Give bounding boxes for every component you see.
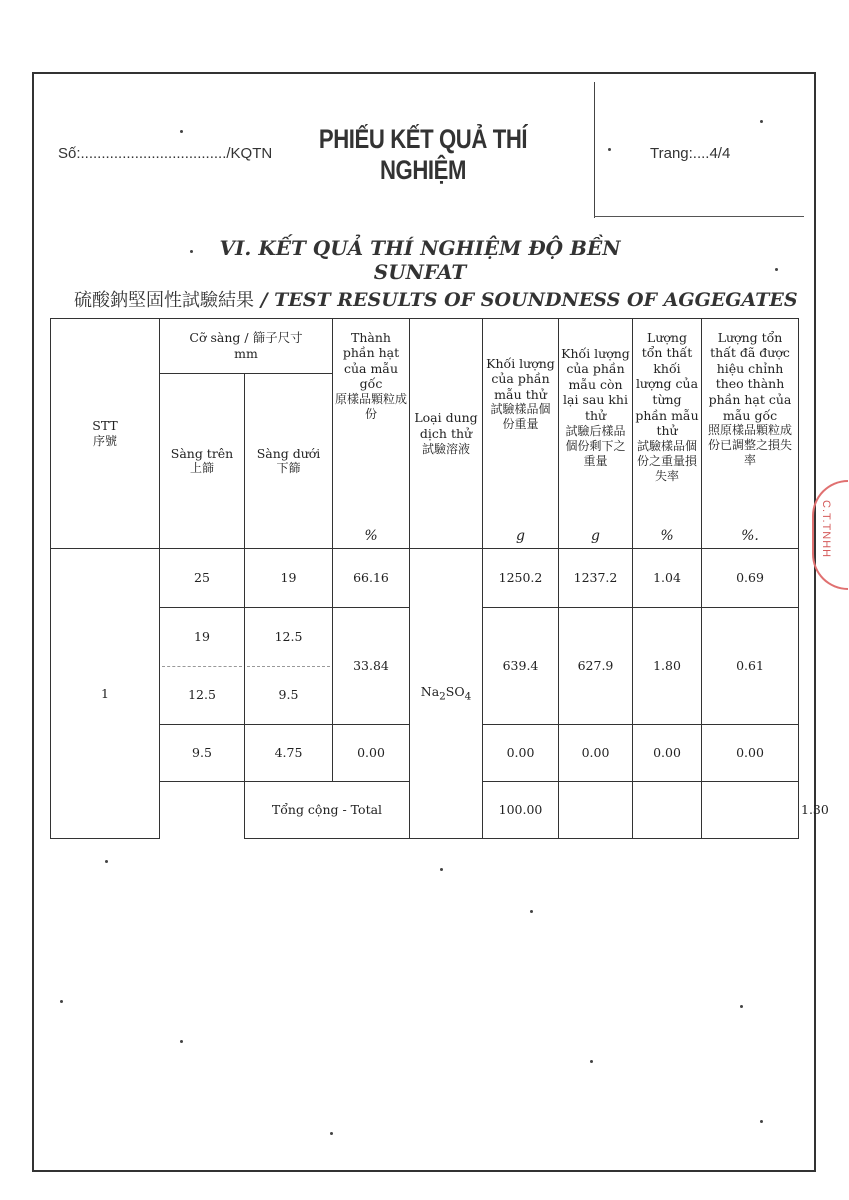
lower-cell: 19 (245, 549, 333, 608)
total-grading: 100.00 (483, 782, 559, 839)
lower-cell: 4.75 (245, 725, 333, 782)
mass-before-cell: 0.00 (483, 725, 559, 782)
mass-before-unit: g (516, 528, 525, 544)
mass-before-label: Khối lượng của phần mẫu thử (486, 355, 555, 402)
header-adjusted-loss (702, 319, 799, 549)
grading-cell: 66.16 (333, 549, 410, 608)
scan-speck (740, 1005, 743, 1008)
scan-speck (760, 1120, 763, 1123)
header-mass-after (559, 319, 633, 549)
lower-label-zh: 下篩 (276, 461, 301, 476)
document-title: PHIẾU KẾT QUẢ THÍ NGHIỆM (318, 124, 528, 185)
total-blank-mass-after (702, 782, 799, 839)
section-subtitle (74, 286, 798, 312)
total-blank-mass-before (633, 782, 702, 839)
total-label: Tổng cộng - Total (245, 782, 410, 839)
subtitle-en: / TEST RESULTS OF SOUNDNESS OF AGGEGATES (254, 289, 798, 311)
upper-label-zh: 上篩 (189, 461, 214, 476)
grading-unit: % (364, 528, 378, 544)
grading-cell: 33.84 (333, 608, 410, 725)
total-row: Tổng cộng - Total 100.00 1.30 (51, 782, 799, 839)
header-row (51, 319, 799, 374)
lower-label: Sàng dưới (256, 445, 321, 461)
document-number: Số:.................................../KQTN (58, 145, 273, 162)
scan-speck (530, 910, 533, 913)
mass-after-cell: 627.9 (559, 608, 633, 725)
page-number: Trang:....4/4 (650, 145, 731, 162)
header-stt (51, 319, 160, 549)
header-underline (594, 216, 804, 217)
scan-speck (608, 148, 611, 151)
adjusted-loss-unit: %. (741, 528, 759, 544)
loss-cell: 0.00 (633, 725, 702, 782)
upper-cell-split (160, 608, 245, 725)
lower-cell: 12.5 (274, 628, 303, 644)
scan-speck (760, 120, 763, 123)
adjusted-cell: 0.00 (702, 725, 799, 782)
grading-label: Thành phần hạt của mẫu gốc (342, 329, 400, 392)
header-grading (333, 319, 410, 549)
section-title: VI. KẾT QUẢ THÍ NGHIỆM ĐỘ BỀN SUNFAT (219, 236, 621, 284)
solution-cell: $Na_2SO_4$ (410, 549, 483, 839)
upper-cell: 25 (160, 549, 245, 608)
lower-cell-split (245, 608, 333, 725)
grading-cell: 0.00 (333, 725, 410, 782)
mass-before-cell: 1250.2 (483, 549, 559, 608)
grading-label-zh: 原樣品顆粒成份 (335, 392, 408, 421)
upper-cell: 12.5 (162, 666, 242, 725)
lower-cell: 9.5 (247, 666, 330, 725)
mass-after-unit: g (591, 528, 600, 544)
stt-label-zh: 序號 (92, 433, 117, 448)
sieve-label: Cỡ sàng / 篩子尺寸 (189, 330, 303, 346)
mass-after-cell: 0.00 (559, 725, 633, 782)
scan-speck (190, 250, 193, 253)
adjusted-cell: 0.61 (702, 608, 799, 725)
scan-speck (440, 868, 443, 871)
mass-after-cell: 1237.2 (559, 549, 633, 608)
stt-cell: 1 (51, 549, 160, 839)
scan-speck (180, 1040, 183, 1043)
loss-unit: % (660, 528, 674, 544)
header-solution (410, 319, 483, 549)
solution-label: Loại dung dịch thử (414, 410, 478, 441)
solution-label-zh: 試驗溶液 (421, 441, 470, 456)
adjusted-loss-label: Lượng tổn thất đã được hiệu chỉnh theo thành phần hạt của mẫu gốc (708, 329, 792, 423)
header-mass-before (483, 319, 559, 549)
total-blank-solution (559, 782, 633, 839)
table-row (51, 549, 799, 608)
stt-label: STT (92, 418, 118, 434)
loss-label: Lượng tổn thất khối lượng của từng phần mẫu thử (635, 329, 699, 439)
scan-speck (590, 1060, 593, 1063)
header-upper (160, 374, 245, 549)
subtitle-zh: 硫酸鈉堅固性試驗結果 (74, 290, 254, 311)
scan-speck (330, 1132, 333, 1135)
upper-label: Sàng trên (170, 445, 234, 461)
upper-cell: 9.5 (160, 725, 245, 782)
scan-speck (775, 268, 778, 271)
loss-cell: 1.04 (633, 549, 702, 608)
scan-speck (105, 860, 108, 863)
seal-text: C.T.TNHH (820, 500, 832, 559)
header-loss (633, 319, 702, 549)
mass-before-cell: 639.4 (483, 608, 559, 725)
adjusted-loss-label-zh: 照原樣品顆粒成份已調整之損失率 (707, 423, 792, 468)
upper-cell: 19 (194, 628, 210, 644)
loss-cell: 1.80 (633, 608, 702, 725)
scan-speck (180, 130, 183, 133)
header-divider (594, 82, 595, 218)
loss-label-zh: 試驗樣品個份之重量損失率 (636, 438, 697, 483)
adjusted-cell: 0.69 (702, 549, 799, 608)
sieve-unit: mm (234, 346, 258, 361)
scan-speck (60, 1000, 63, 1003)
total-blank (160, 782, 245, 839)
header-lower (245, 374, 333, 549)
mass-after-label: Khối lượng của phần mẫu còn lại sau khi thử (561, 345, 630, 423)
header-sieve (160, 319, 333, 374)
mass-before-label-zh: 試驗樣品個份重量 (490, 402, 551, 432)
mass-after-label-zh: 試驗后樣品個份剩下之重量 (565, 423, 626, 468)
